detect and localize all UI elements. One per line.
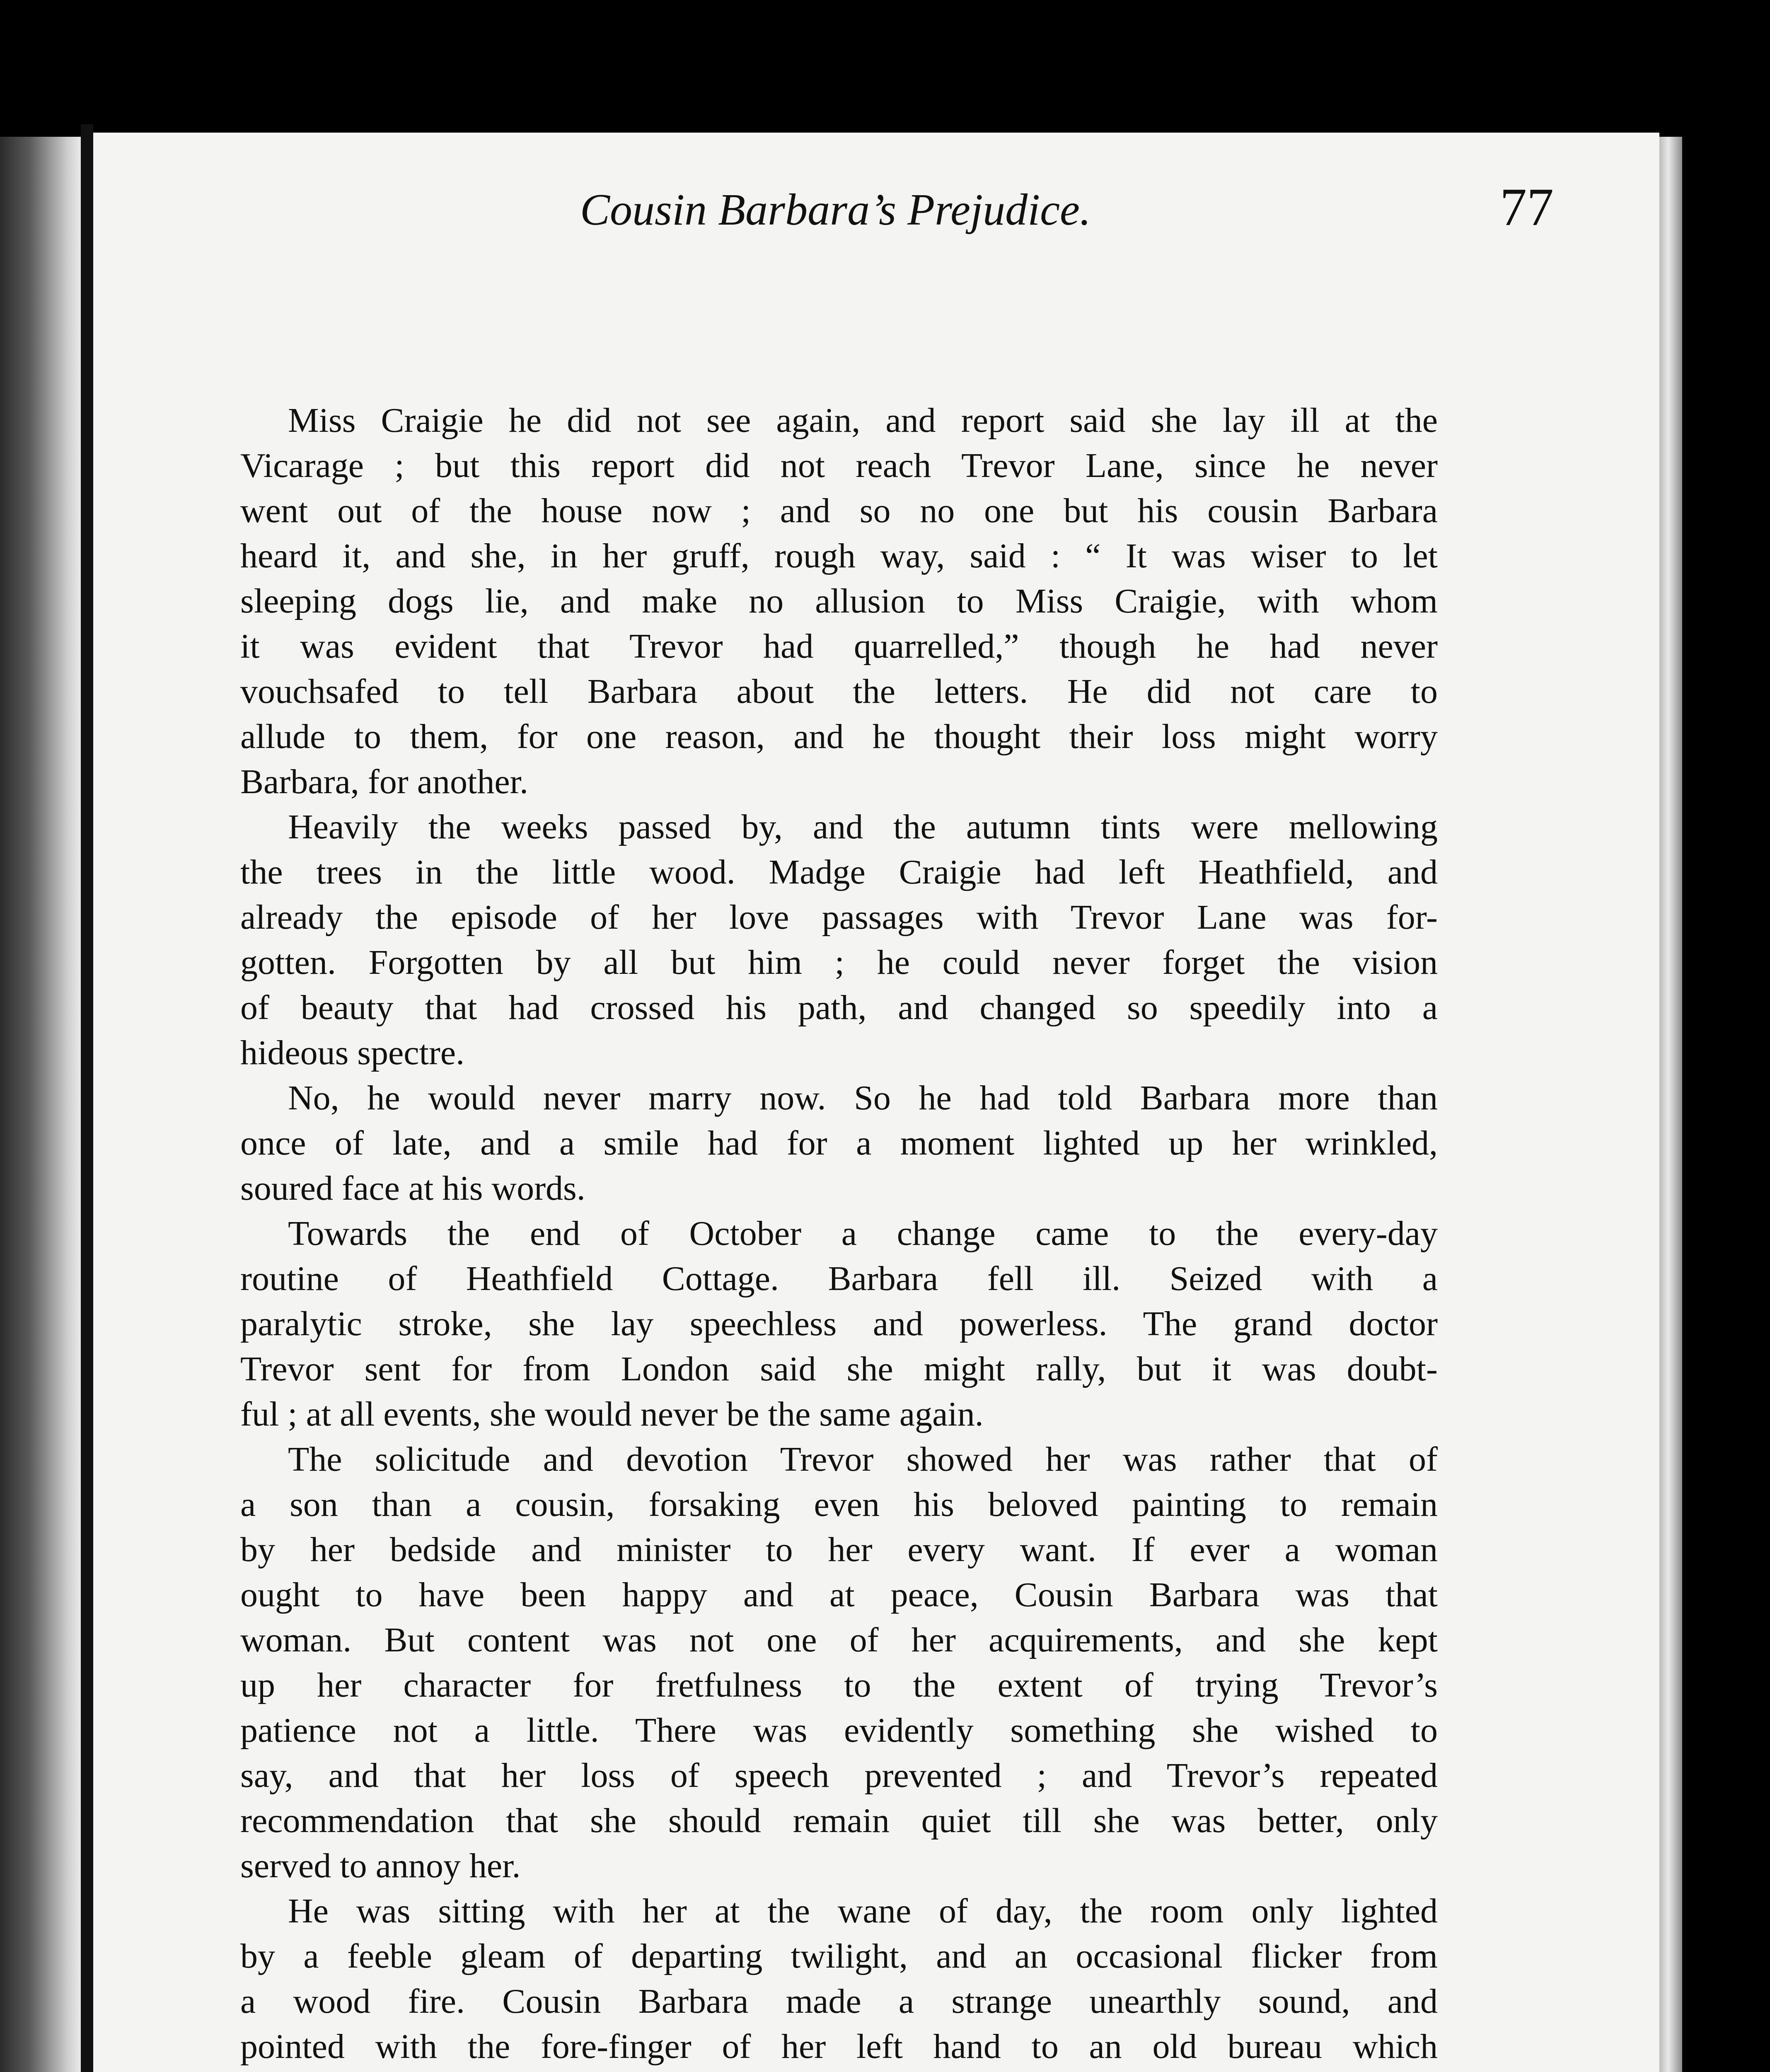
text-line: woman. But content was not one of her acquirements, and she kept bbox=[240, 1621, 1438, 1659]
text-line: up her character for fretfulness to the extent of trying Trevor’s bbox=[240, 1666, 1438, 1704]
body-text bbox=[240, 398, 1438, 2072]
text-line: already the episode of her love passages with Trevor Lane was for- bbox=[240, 898, 1438, 937]
text-line: pointed with the fore-finger of her left hand to an old bureau which bbox=[240, 2027, 1438, 2066]
text-line: heard it, and she, in her gruff, rough way, said : “ It was wiser to let bbox=[240, 537, 1438, 575]
text-line: a son than a cousin, forsaking even his beloved painting to remain bbox=[240, 1485, 1438, 1524]
running-title: Cousin Barbara’s Prejudice. bbox=[580, 185, 1091, 235]
text-line: Trevor sent for from London said she might rally, but it was doubt- bbox=[240, 1350, 1438, 1388]
text-line: Barbara, for another. bbox=[240, 762, 529, 801]
text-line: say, and that her loss of speech prevented ; and Trevor’s repeated bbox=[240, 1756, 1438, 1795]
paragraph bbox=[240, 1075, 1438, 1211]
text-line: by her bedside and minister to her every want. If ever a woman bbox=[240, 1530, 1438, 1569]
text-line: a wood fire. Cousin Barbara made a strange unearthly sound, and bbox=[240, 1982, 1438, 2021]
text-line: sleeping dogs lie, and make no allusion to Miss Craigie, with whom bbox=[240, 582, 1438, 620]
text-line: Miss Craigie he did not see again, and report said she lay ill at the bbox=[288, 401, 1438, 440]
text-line: gotten. Forgotten by all but him ; he could never forget the vision bbox=[240, 943, 1438, 982]
text-line: once of late, and a smile had for a moment lighted up her wrinkled, bbox=[240, 1124, 1438, 1162]
running-head bbox=[124, 176, 1554, 247]
text-line: served to annoy her. bbox=[240, 1847, 521, 1885]
text-line bbox=[240, 2069, 1438, 2072]
text-line: Heavily the weeks passed by, and the autumn tints were mellowing bbox=[288, 808, 1438, 846]
text-line: He was sitting with her at the wane of day, the room only lighted bbox=[288, 1892, 1438, 1930]
paragraph bbox=[240, 1888, 1438, 2072]
text-line: patience not a little. There was evidently something she wished to bbox=[240, 1711, 1438, 1750]
text-line: of beauty that had crossed his path, and changed so speedily into a bbox=[240, 988, 1438, 1027]
text-line: went out of the house now ; and so no one but his cousin Barbara bbox=[240, 491, 1438, 530]
text-line: The solicitude and devotion Trevor showed her was rather that of bbox=[288, 1440, 1438, 1479]
paragraph bbox=[240, 398, 1438, 804]
text-line: vouchsafed to tell Barbara about the letters. He did not care to bbox=[240, 672, 1438, 711]
text-line: paralytic stroke, she lay speechless and powerless. The grand doctor bbox=[240, 1305, 1438, 1343]
text-line: by a feeble gleam of departing twilight, and an occasional flicker from bbox=[240, 1937, 1438, 1975]
paragraph bbox=[240, 1437, 1438, 1888]
text-line: ful ; at all events, she would never be the same again. bbox=[240, 1395, 984, 1433]
text-line: routine of Heathfield Cottage. Barbara fell ill. Seized with a bbox=[240, 1259, 1438, 1298]
paragraph bbox=[240, 804, 1438, 1075]
book-gutter bbox=[81, 124, 93, 2072]
text-line: soured face at his words. bbox=[240, 1169, 585, 1208]
text-line: No, he would never marry now. So he had told Barbara more than bbox=[288, 1079, 1438, 1117]
facing-page-edge bbox=[0, 137, 85, 2072]
text-line: it was evident that Trevor had quarrelled,” though he had never bbox=[240, 627, 1438, 666]
text-line: hideous spectre. bbox=[240, 1034, 465, 1072]
text-line: allude to them, for one reason, and he thought their loss might worry bbox=[240, 717, 1438, 756]
text-line: Towards the end of October a change came to the every-day bbox=[288, 1214, 1438, 1253]
text-line: Vicarage ; but this report did not reach Trevor Lane, since he never bbox=[240, 446, 1438, 485]
paragraph bbox=[240, 1211, 1438, 1437]
text-line: ought to have been happy and at peace, Cousin Barbara was that bbox=[240, 1576, 1438, 1614]
page-stack-edge bbox=[1659, 137, 1682, 2072]
page-number: 77 bbox=[1500, 177, 1554, 237]
text-line: the trees in the little wood. Madge Craigie had left Heathfield, and bbox=[240, 853, 1438, 891]
text-line: recommendation that she should remain quiet till she was better, only bbox=[240, 1801, 1438, 1840]
